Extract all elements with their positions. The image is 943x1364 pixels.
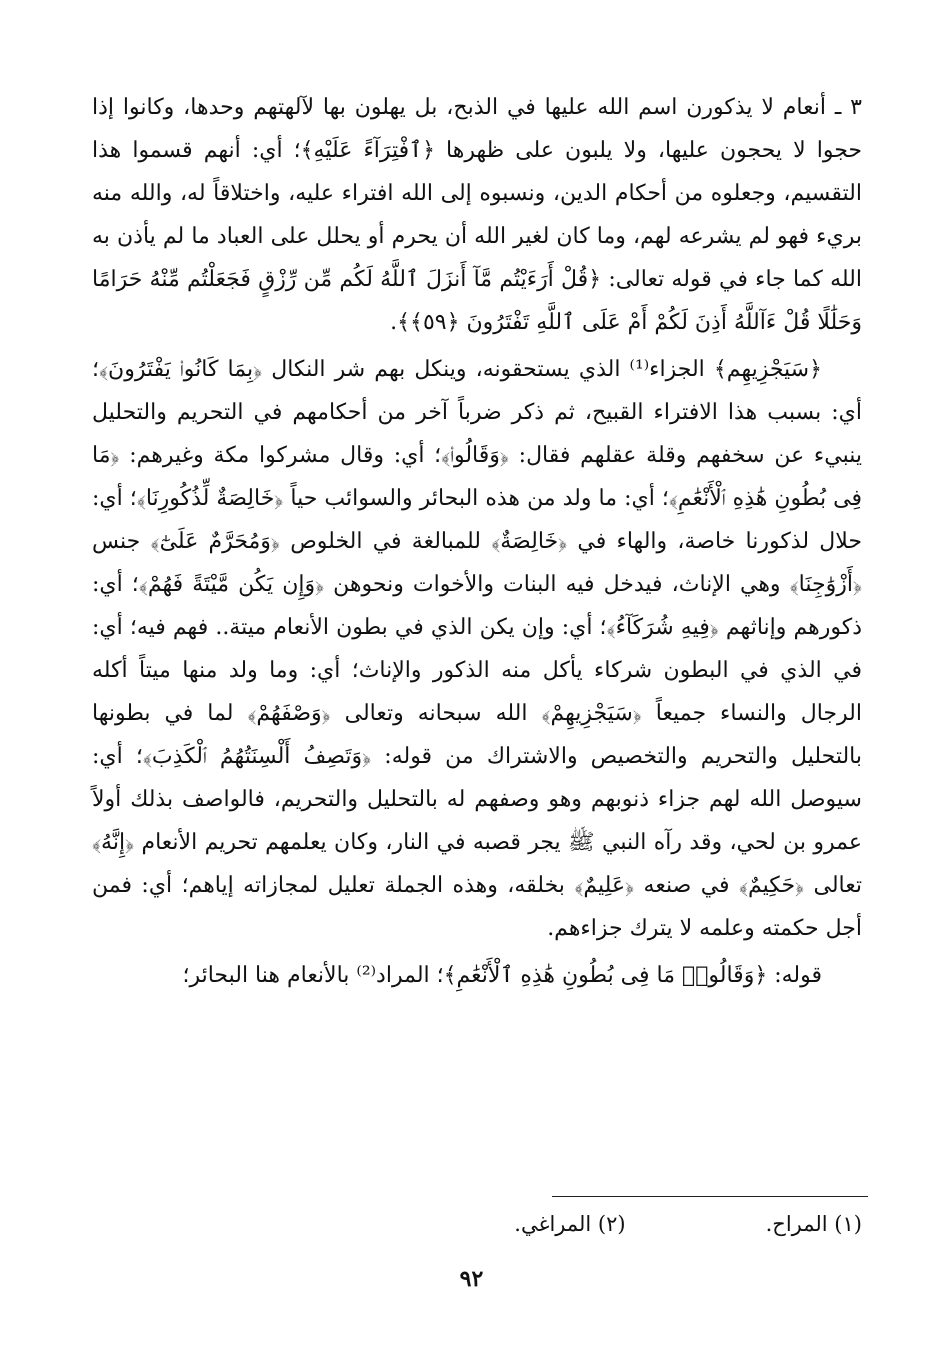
footnote-separator — [552, 1196, 868, 1197]
paragraph-3: قوله: ﴿وَقَالُوا۟ مَا فِى بُطُونِ هَٰذِهِ ٱلْأَنْعَٰمِ﴾؛ المراد⁽²⁾ بالأنعام هنا البحائر؛ — [182, 963, 822, 988]
paragraph-2: ﴿سَيَجْزِيهِم﴾ الجزاء⁽¹⁾ الذي يستحقونه، وينكل بهم شر النكال ﴿بِمَا كَانُوا۟ يَفْتَرُونَ﴾؛ أي: بسبب هذا الافتراء القبيح، ثم ذكر ضرباً آخر من أحكامهم في التحريم والتحليل ينبيء عن سخفهم وقلة عقلهم فقال: ﴿وَقَالُوا۟﴾؛ أي: وقال مشركوا مكة وغيرهم: ﴿مَا فِى بُطُونِ هَٰذِهِ ٱلْأَنْعَٰمِ﴾؛ أي: ما ولد من هذه البحائر والسوائب حياً ﴿خَالِصَةٌ لِّذُكُورِنَا﴾؛ أي: حلال لذكورنا خاصة، والهاء في ﴿خَالِصَةٌ﴾ للمبالغة في الخلوص ﴿وَمُحَرَّمٌ عَلَىٰٓ﴾ جنس ﴿أَزْوَٰجِنَا﴾ وهي الإناث، فيدخل فيه البنات والأخوات ونحوهن ﴿وَإِن يَكُن مَّيْتَةً فَهُمْ﴾؛ أي: ذكورهم وإناثهم ﴿فِيهِ شُرَكَآءُ﴾؛ أي: وإن يكن الذي في بطون الأنعام ميتة.. فهم فيه؛ أي: في الذي في البطون شركاء يأكل منه الذكور والإناث؛ أي: وما ولد منها ميتاً أكله الرجال والنساء جميعاً ﴿سَيَجْزِيهِمْ﴾ الله سبحانه وتعالى ﴿وَصْفَهُمْ﴾ لما في بطونها بالتحليل والتحريم والتخصيص والاشتراك من قوله: ﴿وَتَصِفُ أَلْسِنَتُهُمُ ٱلْكَذِبَ﴾؛ أي: سيوصل الله لهم جزاء ذنوبهم وهو وصفهم له بالتحليل والتحريم، فالواصف بذلك أولاً عمرو بن لحي، وقد رآه النبي ﷺ يجر قصبه في النار، وكان يعلمهم تحريم الأنعام ﴿إِنَّهُ﴾ تعالى ﴿حَكِيمٌ﴾ في صنعه ﴿عَلِيمٌ﴾ بخلقه، وهذه الجملة تعليل لمجازاته إياهم؛ أي: فمن أجل حكمته وعلمه لا يترك جزاءهم. — [92, 357, 862, 941]
footnotes — [300, 1212, 862, 1236]
page-number: ٩٢ — [459, 1266, 484, 1292]
footnote-2: (٢) المراغي. — [514, 1212, 626, 1236]
footnote-1: (١) المراح. — [765, 1212, 862, 1236]
paragraph-1: ٣ ـ أنعام لا يذكورن اسم الله عليها في الذبح، بل يهلون بها لآلهتهم وحدها، وكانوا إذا حجوا لا يحجون عليها، ولا يلبون على ظهرها ﴿ٱفْتِرَآءً عَلَيْهِ﴾؛ أي: أنهم قسموا هذا التقسيم، وجعلوه من أحكام الدين، ونسبوه إلى الله افتراء عليه، واختلاقاً له، والله منه بريء فهو لم يشرعه لهم، وما كان لغير الله أن يحرم أو يحلل على العباد ما لم يأذن به الله كما جاء في قوله تعالى: ﴿قُلْ أَرَءَيْتُم مَّآ أَنزَلَ ٱللَّهُ لَكُم مِّن رِّزْقٍ فَجَعَلْتُم مِّنْهُ حَرَامًا وَحَلَٰلًا قُلْ ءَآللَّهُ أَذِنَ لَكُمْ أَمْ عَلَى ٱللَّهِ تَفْتَرُونَ ﴿٥٩﴾﴾. — [92, 95, 862, 335]
body-text — [92, 86, 862, 997]
